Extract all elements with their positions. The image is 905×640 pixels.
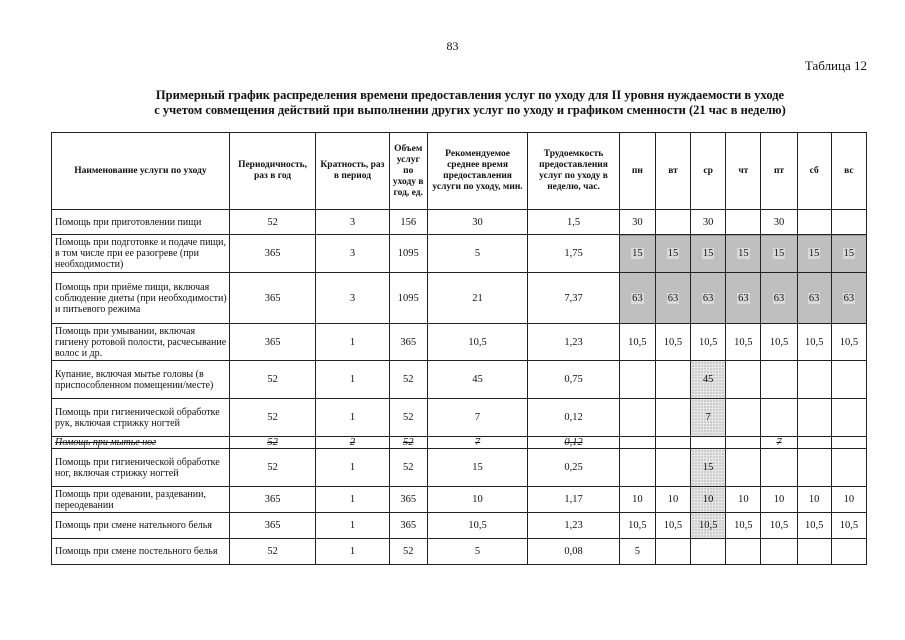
cell-labor: 0,08: [528, 539, 619, 565]
cell-periodicity: 365: [229, 487, 315, 513]
cell-avg-time: 5: [427, 235, 527, 273]
cell-fri: 10,5: [761, 513, 797, 539]
table-title: [100, 88, 840, 118]
table-label: Таблица 12: [804, 58, 867, 73]
header-labor: Трудоемкость предоставления услуг по уходу в неделю, час.: [528, 133, 619, 210]
cell-multiplicity: 1: [316, 539, 389, 565]
cell-sat: [797, 235, 831, 273]
cell-multiplicity: 1: [316, 361, 389, 399]
cell-multiplicity: 3: [316, 235, 389, 273]
cell-name: Помощь при одевании, раздевании, переодевании: [52, 487, 230, 513]
cell-avg-time: 7: [427, 437, 527, 449]
cell-value: 15: [738, 248, 749, 259]
cell-periodicity: 365: [229, 235, 315, 273]
cell-sat: [797, 399, 831, 437]
cell-volume: 365: [389, 324, 427, 361]
cell-sun: 10,5: [831, 513, 866, 539]
cell-value: 63: [632, 292, 643, 304]
cell-sun: [831, 437, 866, 449]
cell-sun: [831, 399, 866, 437]
cell-mon: [619, 437, 655, 449]
cell-sun: [831, 539, 866, 565]
cell-tue: [655, 399, 690, 437]
cell-value: 63: [808, 292, 820, 304]
cell-thu: [726, 437, 761, 449]
cell-mon: 30: [619, 210, 655, 235]
cell-periodicity: 52: [229, 437, 315, 449]
table-row: [52, 361, 867, 399]
cell-wed: [691, 437, 726, 449]
cell-multiplicity: 3: [316, 210, 389, 235]
cell-labor: 0,12: [528, 399, 619, 437]
cell-fri: [761, 273, 797, 324]
cell-periodicity: 52: [229, 539, 315, 565]
cell-value: 63: [667, 292, 679, 304]
cell-wed: [691, 539, 726, 565]
cell-name: Купание, включая мытье головы (в приспособленном помещении/месте): [52, 361, 230, 399]
cell-value: 15: [773, 248, 785, 259]
cell-value: 63: [773, 292, 785, 304]
cell-value: 15: [632, 248, 643, 259]
cell-wed: 45: [691, 361, 726, 399]
cell-avg-time: 45: [427, 361, 527, 399]
table-row: [52, 539, 867, 565]
cell-fri: 7: [761, 437, 797, 449]
table-row: [52, 210, 867, 235]
cell-sun: [831, 273, 866, 324]
cell-tue: [655, 235, 690, 273]
table-row: [52, 324, 867, 361]
cell-multiplicity: 3: [316, 273, 389, 324]
cell-avg-time: 10: [427, 487, 527, 513]
cell-volume: 156: [389, 210, 427, 235]
cell-tue: [655, 539, 690, 565]
cell-fri: 30: [761, 210, 797, 235]
cell-name: Помощь при смене постельного белья: [52, 539, 230, 565]
cell-sun: [831, 210, 866, 235]
cell-wed: [691, 273, 726, 324]
cell-avg-time: 30: [427, 210, 527, 235]
cell-volume: 365: [389, 513, 427, 539]
cell-avg-time: 15: [427, 449, 527, 487]
cell-value: 15: [808, 248, 820, 259]
cell-name: Помощь при подготовке и подаче пищи, в том числе при ее разогреве (при необходимости): [52, 235, 230, 273]
cell-mon: [619, 361, 655, 399]
cell-labor: 0,75: [528, 361, 619, 399]
cell-volume: 1095: [389, 235, 427, 273]
cell-multiplicity: 1: [316, 513, 389, 539]
cell-thu: [726, 539, 761, 565]
cell-volume: 52: [389, 449, 427, 487]
cell-fri: [761, 399, 797, 437]
cell-avg-time: 10,5: [427, 513, 527, 539]
cell-labor: 0,25: [528, 449, 619, 487]
cell-thu: [726, 449, 761, 487]
cell-thu: [726, 210, 761, 235]
header-avg-time: Рекомендуемое среднее время предоставления услуги по уходу, мин.: [427, 133, 527, 210]
cell-multiplicity: 2: [316, 437, 389, 449]
header-periodicity: Периодичность, раз в год: [229, 133, 315, 210]
cell-labor: 1,5: [528, 210, 619, 235]
cell-name: Помощь при мытье ног: [52, 437, 230, 449]
cell-multiplicity: 1: [316, 399, 389, 437]
header-multiplicity: Кратность, раз в период: [316, 133, 389, 210]
cell-thu: [726, 399, 761, 437]
cell-wed: 10,5: [691, 513, 726, 539]
cell-tue: [655, 437, 690, 449]
cell-wed: 10,5: [691, 324, 726, 361]
header-name: Наименование услуги по уходу: [52, 133, 230, 210]
cell-periodicity: 52: [229, 210, 315, 235]
cell-fri: 10: [761, 487, 797, 513]
cell-name: Помощь при смене нательного белья: [52, 513, 230, 539]
table-row: [52, 273, 867, 324]
cell-labor: 1,17: [528, 487, 619, 513]
header-sat: сб: [797, 133, 831, 210]
cell-value: 63: [702, 292, 714, 304]
cell-wed: 15: [691, 449, 726, 487]
cell-periodicity: 52: [229, 449, 315, 487]
cell-volume: 52: [389, 539, 427, 565]
cell-mon: 10: [619, 487, 655, 513]
cell-thu: 10,5: [726, 324, 761, 361]
cell-mon: [619, 273, 655, 324]
cell-tue: [655, 273, 690, 324]
cell-thu: 10: [726, 487, 761, 513]
cell-tue: 10,5: [655, 513, 690, 539]
schedule-table: [51, 132, 867, 565]
cell-fri: [761, 361, 797, 399]
cell-avg-time: 21: [427, 273, 527, 324]
cell-fri: [761, 235, 797, 273]
cell-sat: [797, 210, 831, 235]
header-row: [52, 133, 867, 210]
cell-name: Помощь при гигиенической обработке ног, включая стрижку ногтей: [52, 449, 230, 487]
cell-periodicity: 52: [229, 399, 315, 437]
cell-labor: 1,23: [528, 513, 619, 539]
cell-sun: [831, 361, 866, 399]
header-fri: пт: [761, 133, 797, 210]
cell-wed: 30: [691, 210, 726, 235]
cell-periodicity: 365: [229, 273, 315, 324]
cell-thu: [726, 361, 761, 399]
table-row: [52, 513, 867, 539]
cell-periodicity: 365: [229, 513, 315, 539]
cell-sat: [797, 539, 831, 565]
cell-volume: 52: [389, 361, 427, 399]
cell-sun: [831, 449, 866, 487]
cell-value: 15: [702, 248, 714, 259]
cell-value: 63: [843, 292, 855, 304]
header-wed: ср: [691, 133, 726, 210]
cell-fri: 10,5: [761, 324, 797, 361]
cell-multiplicity: 1: [316, 324, 389, 361]
cell-mon: 5: [619, 539, 655, 565]
page-number: 83: [446, 39, 459, 53]
cell-sun: 10,5: [831, 324, 866, 361]
header-thu: чт: [726, 133, 761, 210]
cell-multiplicity: 1: [316, 449, 389, 487]
cell-sat: 10,5: [797, 513, 831, 539]
cell-wed: 10: [691, 487, 726, 513]
cell-sat: [797, 273, 831, 324]
cell-value: 15: [667, 248, 679, 259]
cell-labor: 1,23: [528, 324, 619, 361]
cell-sat: 10,5: [797, 324, 831, 361]
cell-mon: [619, 399, 655, 437]
cell-name: Помощь при умывании, включая гигиену ротовой полости, расчесывание волос и др.: [52, 324, 230, 361]
table-row: [52, 399, 867, 437]
cell-avg-time: 10,5: [427, 324, 527, 361]
cell-sat: [797, 437, 831, 449]
cell-wed: [691, 235, 726, 273]
cell-mon: 10,5: [619, 513, 655, 539]
cell-fri: [761, 539, 797, 565]
cell-mon: [619, 449, 655, 487]
cell-volume: 1095: [389, 273, 427, 324]
cell-multiplicity: 1: [316, 487, 389, 513]
cell-thu: [726, 235, 761, 273]
table-row: [52, 235, 867, 273]
cell-volume: 52: [389, 399, 427, 437]
cell-volume: 52: [389, 437, 427, 449]
cell-thu: 10,5: [726, 513, 761, 539]
cell-name: Помощь при гигиенической обработке рук, включая стрижку ногтей: [52, 399, 230, 437]
cell-labor: 1,75: [528, 235, 619, 273]
cell-value: 15: [843, 248, 855, 259]
header-tue: вт: [655, 133, 690, 210]
header-volume: Объем услуг по уходу в год, ед.: [389, 133, 427, 210]
cell-avg-time: 5: [427, 539, 527, 565]
header-sun: вс: [831, 133, 866, 210]
cell-value: 63: [738, 292, 749, 304]
cell-periodicity: 52: [229, 361, 315, 399]
cell-wed: 7: [691, 399, 726, 437]
cell-fri: [761, 449, 797, 487]
cell-sat: [797, 361, 831, 399]
cell-mon: 10,5: [619, 324, 655, 361]
cell-sat: [797, 449, 831, 487]
cell-tue: [655, 210, 690, 235]
cell-tue: 10: [655, 487, 690, 513]
title-line-1: Примерный график распределения времени предоставления услуг по уходу для II уровня нуждаемости в уходе: [155, 88, 785, 102]
cell-mon: [619, 235, 655, 273]
cell-tue: [655, 361, 690, 399]
cell-name: Помощь при приёме пищи, включая соблюдение диеты (при необходимости) и питьевого режима: [52, 273, 230, 324]
cell-labor: 0,12: [528, 437, 619, 449]
table-row: [52, 487, 867, 513]
cell-volume: 365: [389, 487, 427, 513]
table-row: [52, 437, 867, 449]
cell-thu: [726, 273, 761, 324]
cell-periodicity: 365: [229, 324, 315, 361]
header-mon: пн: [619, 133, 655, 210]
cell-tue: 10,5: [655, 324, 690, 361]
title-line-2: с учетом совмещения действий при выполнении других услуг по уходу и графиком сменности (21 час в неделю): [154, 103, 786, 117]
cell-sat: 10: [797, 487, 831, 513]
cell-sun: 10: [831, 487, 866, 513]
cell-name: Помощь при приготовлении пищи: [52, 210, 230, 235]
table-row: [52, 449, 867, 487]
cell-avg-time: 7: [427, 399, 527, 437]
cell-tue: [655, 449, 690, 487]
cell-sun: [831, 235, 866, 273]
cell-labor: 7,37: [528, 273, 619, 324]
